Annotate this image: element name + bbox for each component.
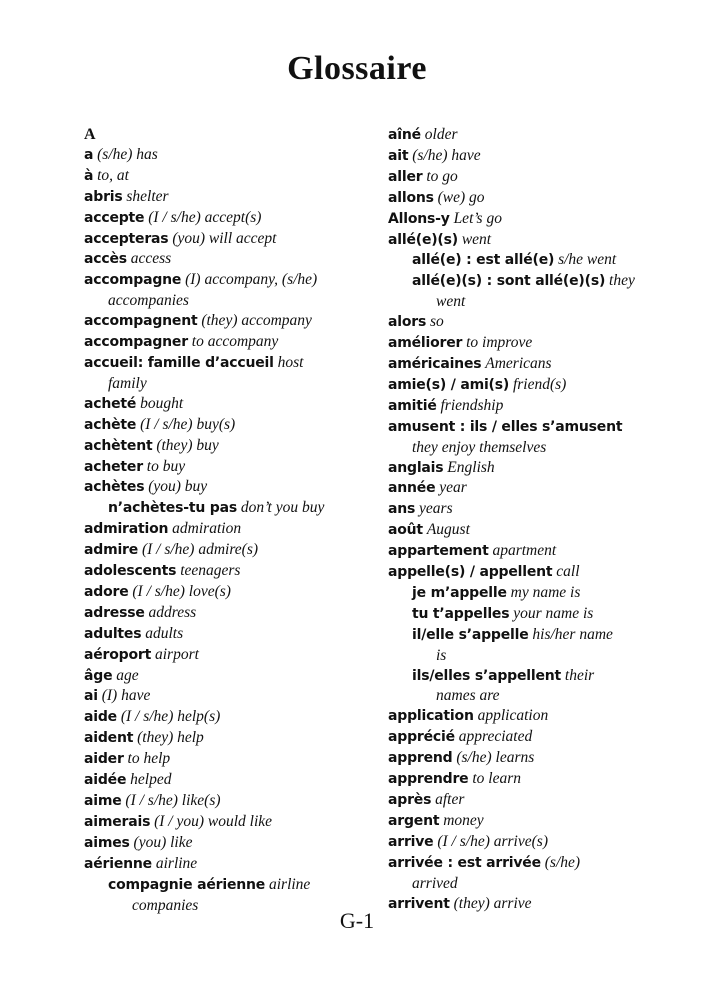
glossary-entry xyxy=(84,833,359,854)
glossary-translation: application xyxy=(477,707,549,725)
glossary-term: anglais xyxy=(388,459,444,476)
glossary-entry-continuation xyxy=(84,374,359,394)
glossary-entry xyxy=(388,562,650,583)
glossary-entry xyxy=(388,230,650,251)
glossary-translation: your name is xyxy=(513,604,594,622)
glossary-translation: (I / s/he) help(s) xyxy=(120,708,221,726)
glossary-term: accompagne xyxy=(84,272,182,289)
glossary-term: alors xyxy=(388,314,427,331)
glossary-translation: companies xyxy=(132,896,199,914)
glossary-entry xyxy=(84,477,359,498)
glossary-translation: my name is xyxy=(510,583,581,601)
glossary-term: aérienne xyxy=(84,855,152,872)
glossary-translation: August xyxy=(426,521,470,539)
glossary-entry xyxy=(84,645,359,666)
glossary-entry xyxy=(84,582,359,603)
glossary-translation: (I / s/he) like(s) xyxy=(125,792,221,809)
glossary-entry xyxy=(388,790,650,811)
glossary-translation: (you) like xyxy=(133,833,193,851)
glossary-term: accompagnent xyxy=(84,313,198,330)
glossary-column-right xyxy=(388,125,650,914)
glossary-entry xyxy=(388,727,650,748)
glossary-entry xyxy=(84,770,359,791)
glossary-entry xyxy=(84,415,359,436)
glossary-translation: airport xyxy=(154,645,199,663)
glossary-column-left xyxy=(84,125,359,915)
glossary-subentry xyxy=(388,666,650,687)
section-letter: A xyxy=(84,126,96,143)
glossary-subentry xyxy=(388,625,650,646)
glossary-translation: airline xyxy=(155,854,198,872)
glossary-subentry xyxy=(388,604,650,625)
glossary-entry xyxy=(84,561,359,582)
glossary-term: allé(e) : est allé(e) xyxy=(412,252,555,269)
glossary-entry xyxy=(388,375,650,396)
glossary-translation: went xyxy=(436,293,466,311)
glossary-entry xyxy=(84,540,359,561)
glossary-term: abris xyxy=(84,188,123,205)
glossary-entry xyxy=(84,854,359,875)
glossary-translation: admiration xyxy=(172,520,242,538)
glossary-translation: age xyxy=(116,666,139,684)
glossary-subentry xyxy=(84,875,359,896)
glossary-entry xyxy=(84,707,359,728)
glossary-entry xyxy=(388,354,650,375)
glossary-term: ans xyxy=(388,501,416,518)
glossary-term: adultes xyxy=(84,625,142,642)
glossary-term: adolescents xyxy=(84,563,177,580)
glossary-entry xyxy=(84,187,359,208)
glossary-subentry xyxy=(388,250,650,271)
glossary-translation: friendship xyxy=(440,396,504,414)
glossary-term: août xyxy=(388,522,423,539)
glossary-entry xyxy=(84,311,359,332)
glossary-translation: airline xyxy=(268,875,311,893)
glossary-term: aéroport xyxy=(84,646,152,663)
glossary-entry xyxy=(84,229,359,250)
glossary-entry xyxy=(388,188,650,209)
glossary-entry xyxy=(84,812,359,833)
glossary-entry xyxy=(388,769,650,790)
page-number: G-1 xyxy=(339,908,375,933)
glossary-translation: their xyxy=(564,666,595,684)
glossary-entry xyxy=(388,209,650,230)
glossary-term: améliorer xyxy=(388,335,463,352)
glossary-entry-continuation xyxy=(388,292,650,312)
glossary-entry xyxy=(388,499,650,520)
glossary-term: adresse xyxy=(84,604,145,621)
glossary-entry xyxy=(388,853,650,874)
glossary-term: amitié xyxy=(388,397,437,414)
glossary-entry-continuation xyxy=(84,291,359,311)
glossary-translation: (they) buy xyxy=(156,436,219,454)
glossary-term: ils/elles s’appellent xyxy=(412,667,562,684)
glossary-term: à xyxy=(84,167,94,184)
glossary-term: compagnie aérienne xyxy=(108,876,266,893)
glossary-translation: don’t you buy xyxy=(240,499,325,517)
glossary-term: année xyxy=(388,480,436,497)
glossary-translation: to go xyxy=(426,167,458,185)
glossary-term: accueil: famille d’accueil xyxy=(84,354,274,371)
glossary-translation: (I / s/he) buy(s) xyxy=(140,415,236,433)
glossary-translation: names are xyxy=(436,687,500,705)
glossary-term: aimerais xyxy=(84,813,151,830)
glossary-term: américaines xyxy=(388,355,482,372)
glossary-term: accepte xyxy=(84,209,145,226)
glossary-translation: (I) accompany, (s/he) xyxy=(185,271,318,289)
glossary-translation: to improve xyxy=(466,334,533,352)
glossary-term: admire xyxy=(84,542,139,559)
glossary-term: apprend xyxy=(388,750,453,767)
glossary-term: n’achètes-tu pas xyxy=(108,500,237,517)
glossary-entry xyxy=(388,417,650,438)
glossary-entry-continuation xyxy=(388,646,650,666)
glossary-entry-continuation xyxy=(388,438,650,458)
glossary-entry xyxy=(388,312,650,333)
glossary-entry xyxy=(84,145,359,166)
glossary-translation: address xyxy=(148,603,197,621)
glossary-translation: they xyxy=(609,272,635,290)
glossary-translation: friend(s) xyxy=(512,375,567,393)
glossary-translation: (we) go xyxy=(437,188,485,206)
glossary-entry xyxy=(388,167,650,188)
glossary-entry xyxy=(84,332,359,353)
glossary-entry xyxy=(84,353,359,374)
glossary-translation: (you) will accept xyxy=(172,229,277,247)
glossary-entry xyxy=(84,624,359,645)
glossary-entry-continuation xyxy=(388,874,650,894)
glossary-term: appelle(s) / appellent xyxy=(388,564,553,581)
glossary-term: achète xyxy=(84,416,137,433)
glossary-translation: English xyxy=(447,458,495,476)
glossary-term: arrivée : est arrivée xyxy=(388,854,541,871)
glossary-translation: money xyxy=(443,811,484,829)
glossary-entry xyxy=(84,791,359,812)
glossary-term: achètent xyxy=(84,437,153,454)
glossary-term: aime xyxy=(84,793,122,809)
glossary-entry xyxy=(388,520,650,541)
glossary-term: accepteras xyxy=(84,230,169,247)
glossary-translation: they enjoy themselves xyxy=(412,438,547,456)
glossary-entry xyxy=(388,811,650,832)
glossary-subentry xyxy=(84,498,359,519)
glossary-translation: year xyxy=(439,479,467,497)
glossary-term: accompagner xyxy=(84,334,188,351)
glossary-term: âge xyxy=(84,667,113,684)
glossary-entry xyxy=(84,749,359,770)
glossary-translation: (s/he) has xyxy=(97,145,158,163)
glossary-entry xyxy=(84,270,359,291)
glossary-entry xyxy=(84,208,359,229)
glossary-term: ai xyxy=(84,688,98,705)
glossary-term: tu t’appelles xyxy=(412,605,510,622)
glossary-entry xyxy=(388,706,650,727)
glossary-term: arrivent xyxy=(388,895,450,912)
glossary-entry xyxy=(388,333,650,354)
glossary-translation: to, at xyxy=(97,166,129,184)
glossary-translation: call xyxy=(556,563,580,581)
glossary-entry xyxy=(388,125,650,146)
glossary-translation: (s/he) have xyxy=(412,146,481,164)
glossary-entry xyxy=(388,832,650,853)
glossary-translation: (they) accompany xyxy=(201,312,312,330)
glossary-term: aîné xyxy=(388,127,421,143)
glossary-translation: to accompany xyxy=(191,333,279,351)
glossary-entry xyxy=(388,748,650,769)
glossary-term: aident xyxy=(84,730,134,747)
glossary-entry xyxy=(388,146,650,167)
glossary-translation: so xyxy=(429,313,444,331)
glossary-entry xyxy=(84,728,359,749)
glossary-term: acheter xyxy=(84,458,143,475)
glossary-translation: (I / s/he) arrive(s) xyxy=(437,832,548,850)
glossary-term: aimes xyxy=(84,834,130,851)
glossary-term: ait xyxy=(388,147,409,164)
glossary-translation: access xyxy=(130,250,172,268)
glossary-translation: went xyxy=(461,230,492,248)
glossary-term: appartement xyxy=(388,543,489,560)
glossary-term: a xyxy=(84,146,94,163)
glossary-term: allons xyxy=(388,189,434,206)
glossary-entry xyxy=(84,519,359,540)
glossary-translation: older xyxy=(424,126,458,143)
glossary-entry xyxy=(84,686,359,707)
glossary-term: adore xyxy=(84,583,129,600)
glossary-translation: is xyxy=(436,646,447,664)
glossary-term: je m’appelle xyxy=(412,584,507,601)
glossary-translation: after xyxy=(435,791,465,808)
glossary-translation: (I / s/he) accept(s) xyxy=(148,208,262,226)
glossary-translation: (I / s/he) admire(s) xyxy=(141,541,259,559)
glossary-translation: s/he went xyxy=(558,251,617,269)
glossary-term: aller xyxy=(388,168,423,185)
glossary-translation: (I) have xyxy=(101,687,151,705)
glossary-entry xyxy=(84,436,359,457)
glossary-term: après xyxy=(388,792,432,808)
glossary-subentry xyxy=(388,271,650,292)
glossary-translation: accompanies xyxy=(108,292,189,310)
glossary-entry xyxy=(84,603,359,624)
glossary-translation: shelter xyxy=(126,187,169,205)
glossary-entry xyxy=(388,458,650,479)
glossary-translation: Americans xyxy=(485,354,552,372)
glossary-term: accès xyxy=(84,251,127,268)
glossary-translation: (s/he) learns xyxy=(456,749,535,767)
glossary-translation: adults xyxy=(145,624,184,642)
glossary-entry xyxy=(84,666,359,687)
glossary-term: amusent : ils / elles s’amusent xyxy=(388,418,623,435)
glossary-translation: (I / you) would like xyxy=(154,812,273,830)
glossary-term: allé(e)(s) : sont allé(e)(s) xyxy=(412,273,606,290)
glossary-term: application xyxy=(388,708,474,725)
glossary-term: apprécié xyxy=(388,729,455,746)
page-title: Glossaire xyxy=(287,50,427,87)
glossary-translation: to buy xyxy=(146,457,186,475)
glossary-subentry xyxy=(388,583,650,604)
glossary-translation: appreciated xyxy=(458,728,533,746)
glossary-translation: (they) help xyxy=(137,729,204,747)
glossary-term: apprendre xyxy=(388,771,469,788)
glossary-entry xyxy=(388,541,650,562)
glossary-translation: years xyxy=(419,500,453,518)
glossary-translation: to learn xyxy=(472,770,522,788)
glossary-term: aide xyxy=(84,709,117,726)
glossary-translation: his/her name xyxy=(532,625,613,643)
glossary-translation: helped xyxy=(130,771,172,789)
glossary-term: achètes xyxy=(84,479,145,496)
glossary-translation: (I / s/he) love(s) xyxy=(132,582,231,600)
glossary-term: acheté xyxy=(84,395,137,412)
glossary-term: amie(s) / ami(s) xyxy=(388,376,510,393)
glossary-entry xyxy=(388,396,650,417)
glossary-term: aider xyxy=(84,751,124,768)
glossary-translation: bought xyxy=(140,394,184,412)
glossary-entry xyxy=(84,394,359,415)
glossary-term: admiration xyxy=(84,521,169,538)
glossary-term: Allons-y xyxy=(388,210,450,227)
glossary-term: argent xyxy=(388,812,440,829)
glossary-translation: to help xyxy=(127,750,171,768)
glossary-translation: family xyxy=(108,374,147,392)
glossary-entry xyxy=(84,249,359,270)
glossary-translation: arrived xyxy=(412,874,458,892)
glossary-translation: apartment xyxy=(492,542,557,560)
glossary-term: allé(e)(s) xyxy=(388,231,458,248)
glossary-term: arrive xyxy=(388,833,434,850)
glossary-translation: (you) buy xyxy=(148,478,208,496)
glossary-entry xyxy=(388,478,650,499)
glossary-term: il/elle s’appelle xyxy=(412,626,529,643)
glossary-translation: teenagers xyxy=(180,562,241,580)
glossary-translation: Let’s go xyxy=(453,209,502,227)
glossary-entry-continuation xyxy=(388,686,650,706)
glossary-translation: host xyxy=(277,353,304,371)
glossary-translation: (they) arrive xyxy=(453,894,532,912)
glossary-translation: (s/he) xyxy=(544,853,581,871)
glossary-entry xyxy=(84,166,359,187)
glossary-term: aidée xyxy=(84,772,127,789)
glossary-entry xyxy=(84,457,359,478)
